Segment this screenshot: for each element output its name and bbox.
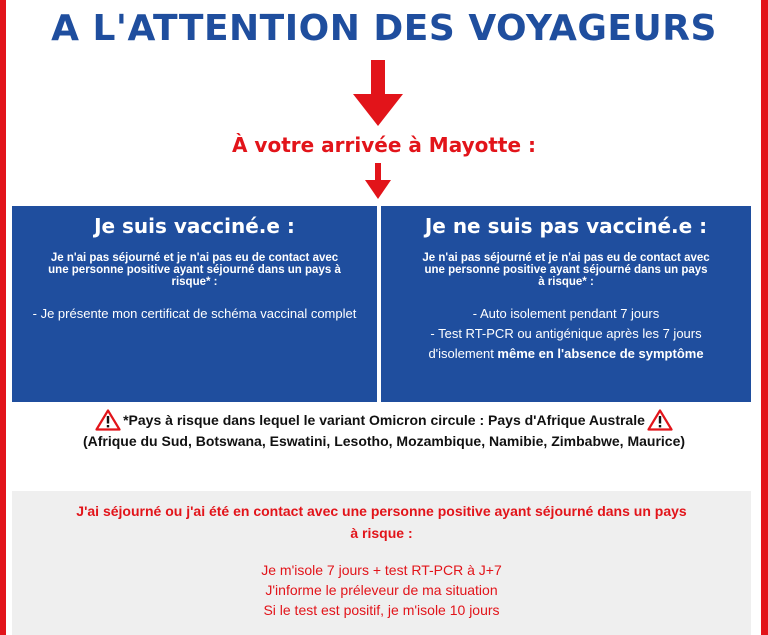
right-red-border <box>761 0 768 635</box>
arrow-down-icon <box>353 60 403 126</box>
vaccinated-title: Je suis vacciné.e : <box>94 214 295 238</box>
contact-case-panel <box>12 491 751 635</box>
unvaccinated-panel <box>381 206 751 402</box>
vaccinated-panel <box>12 206 377 402</box>
vaccinated-instruction: - Je présente mon certificat de schéma vaccinal complet <box>32 306 357 321</box>
contact-case-line-2: J'informe le préleveur de ma situation <box>265 582 498 598</box>
unvaccinated-instructions <box>396 304 736 364</box>
left-red-border <box>0 0 6 635</box>
arrow-down-icon <box>365 163 391 199</box>
unvaccinated-line-3-prefix: d'isolement <box>428 346 498 361</box>
contact-case-line-1: Je m'isole 7 jours + test RT-PCR à J+7 <box>261 562 502 578</box>
page-title: A L'ATTENTION DES VOYAGEURS <box>51 8 717 49</box>
unvaccinated-title: Je ne suis pas vacciné.e : <box>424 214 708 238</box>
warning-icon <box>95 409 121 431</box>
risk-countries-list: (Afrique du Sud, Botswana, Eswatini, Lesotho, Mozambique, Namibie, Zimbabwe, Maurice) <box>82 433 686 449</box>
contact-case-line-3: Si le test est positif, je m'isole 10 jours <box>263 602 500 618</box>
warning-icon <box>647 409 673 431</box>
unvaccinated-condition: Je n'ai pas séjourné et je n'ai pas eu de contact avec une personne positive ayant séjourné dans un pays à risque* : <box>422 252 710 288</box>
contact-case-instructions <box>12 560 751 620</box>
unvaccinated-line-3 <box>396 344 736 364</box>
unvaccinated-line-2: - Test RT-PCR ou antigénique après les 7 jours <box>430 326 702 341</box>
unvaccinated-line-1: - Auto isolement pendant 7 jours <box>472 306 660 321</box>
arrival-heading: À votre arrivée à Mayotte : <box>231 133 537 157</box>
contact-case-heading: J'ai séjourné ou j'ai été en contact avec une personne positive ayant séjourné dans un pays à risque : <box>76 503 687 541</box>
risk-countries-text: *Pays à risque dans lequel le variant Omicron circule : Pays d'Afrique Australe <box>123 412 645 428</box>
risk-countries-heading <box>0 409 768 431</box>
vaccinated-condition: Je n'ai pas séjourné et je n'ai pas eu de contact avec une personne positive ayant séjourné dans un pays à risque* : <box>48 252 341 288</box>
unvaccinated-line-3-emphasis: même en l'absence de symptôme <box>497 346 704 361</box>
